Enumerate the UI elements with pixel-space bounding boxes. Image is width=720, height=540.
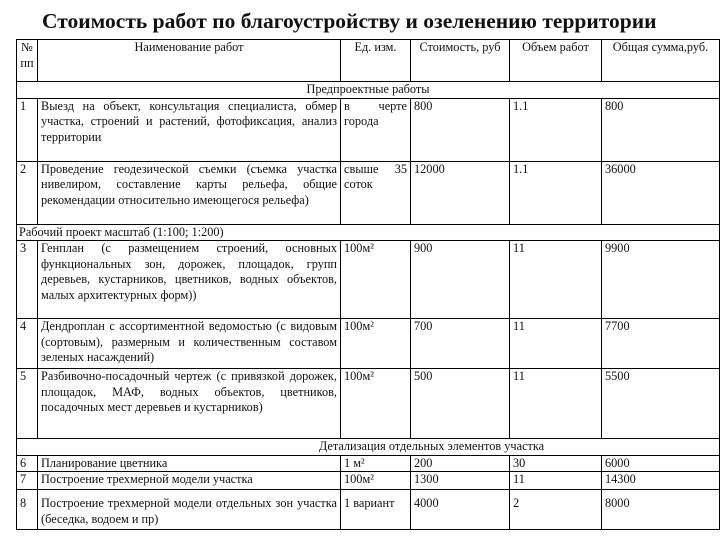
header-name: Наименование работ (38, 40, 341, 82)
row-name: Построение трехмерной модели участка (38, 472, 341, 490)
row-volume: 11 (510, 369, 602, 439)
header-unit: Ед. изм. (341, 40, 411, 82)
header-volume: Объем работ (510, 40, 602, 82)
row-num: 3 (17, 241, 38, 319)
row-total: 14300 (602, 472, 720, 490)
row-volume: 11 (510, 241, 602, 319)
row-num: 6 (17, 455, 38, 472)
row-num: 5 (17, 369, 38, 439)
table-row (17, 98, 720, 161)
row-unit: 100м² (341, 369, 411, 439)
table-row (17, 319, 720, 369)
row-volume: 11 (510, 472, 602, 490)
row-unit: 100м² (341, 472, 411, 490)
row-unit: 100м² (341, 241, 411, 319)
table-row (17, 369, 720, 439)
section-title: Предпроектные работы (17, 82, 720, 99)
row-num: 1 (17, 98, 38, 161)
row-unit: 1 м² (341, 455, 411, 472)
row-unit: в черте города (341, 98, 411, 161)
table-row (17, 241, 720, 319)
row-num: 7 (17, 472, 38, 490)
row-volume: 1.1 (510, 98, 602, 161)
row-name: Выезд на объект, консультация специалиста, обмер участка, строений и растений, фотофиксация, анализ территории (38, 98, 341, 161)
row-cost: 900 (411, 241, 510, 319)
section-title: Детализация отдельных элементов участка (17, 439, 720, 456)
section-row (17, 224, 720, 241)
row-volume: 2 (510, 490, 602, 530)
row-total: 6000 (602, 455, 720, 472)
row-name: Проведение геодезической съемки (съемка участка нивелиром, составление карты рельефа, общие рекомендации относительно имеющегося рельефа) (38, 161, 341, 224)
row-num: 4 (17, 319, 38, 369)
row-volume: 1.1 (510, 161, 602, 224)
row-total: 5500 (602, 369, 720, 439)
header-cost: Стоимость, руб (411, 40, 510, 82)
row-volume: 30 (510, 455, 602, 472)
table-row (17, 490, 720, 530)
section-title: Рабочий проект масштаб (1:100; 1:200) (17, 224, 720, 241)
row-cost: 1300 (411, 472, 510, 490)
table-header-row (17, 40, 720, 82)
table-row (17, 455, 720, 472)
section-row (17, 439, 720, 456)
row-total: 7700 (602, 319, 720, 369)
row-volume: 11 (510, 319, 602, 369)
table-row (17, 161, 720, 224)
row-name: Генплан (с размещением строений, основных функциональных зон, дорожек, площадок, групп деревьев, кустарников, цветников, водных объектов, малых архитектурных форм)) (38, 241, 341, 319)
row-num: 8 (17, 490, 38, 530)
row-cost: 12000 (411, 161, 510, 224)
row-name: Дендроплан с ассортиментной ведомостью (с видовым (сортовым), размерным и количественным составом зеленых насаждений) (38, 319, 341, 369)
row-unit: 1 вариант (341, 490, 411, 530)
row-unit: свыше 35 соток (341, 161, 411, 224)
row-cost: 200 (411, 455, 510, 472)
row-num: 2 (17, 161, 38, 224)
row-name: Планирование цветника (38, 455, 341, 472)
works-table (16, 39, 720, 530)
document-title: Стоимость работ по благоустройству и озеленению территории (42, 9, 657, 33)
header-num: № пп (17, 40, 38, 82)
table-row (17, 472, 720, 490)
row-name: Построение трехмерной модели отдельных зон участка (беседка, водоем и пр) (38, 490, 341, 530)
row-cost: 4000 (411, 490, 510, 530)
row-total: 8000 (602, 490, 720, 530)
row-cost: 800 (411, 98, 510, 161)
row-name: Разбивочно-посадочный чертеж (с привязкой дорожек, площадок, МАФ, водных объектов, цветников, посадочных мест деревьев и кустарников) (38, 369, 341, 439)
section-row (17, 82, 720, 99)
row-total: 36000 (602, 161, 720, 224)
row-cost: 700 (411, 319, 510, 369)
row-total: 800 (602, 98, 720, 161)
row-cost: 500 (411, 369, 510, 439)
header-total: Общая сумма,руб. (602, 40, 720, 82)
row-unit: 100м² (341, 319, 411, 369)
row-total: 9900 (602, 241, 720, 319)
